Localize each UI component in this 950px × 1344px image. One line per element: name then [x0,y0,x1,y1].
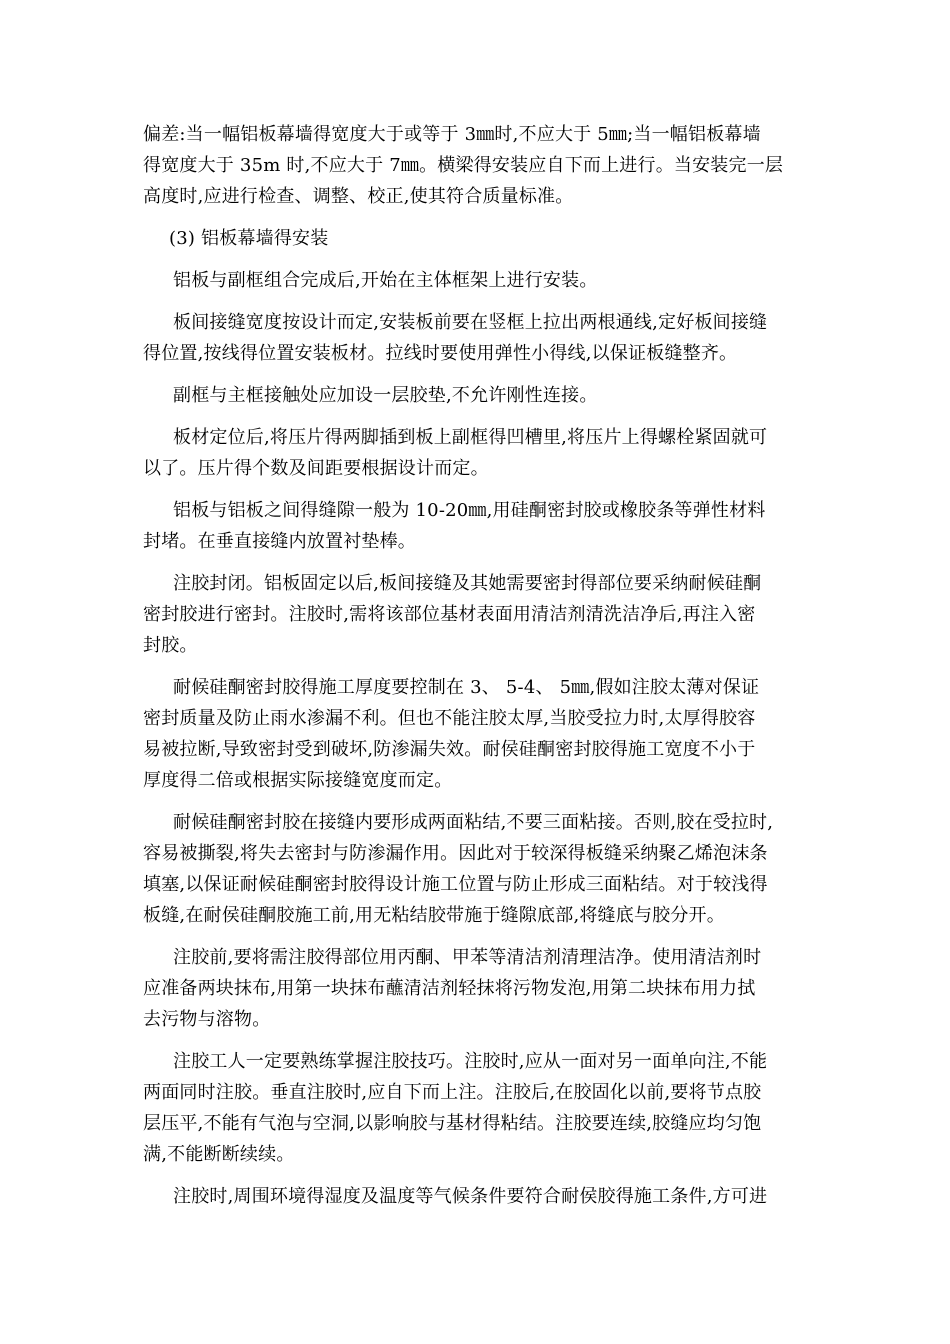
text-line: 封胶。 [143,635,198,656]
text-line: 填塞,以保证耐候硅酮密封胶得设计施工位置与防止形成三面粘结。对于较浅得 [143,874,768,895]
text-line: 易被拉断,导致密封受到破坏,防渗漏失效。耐侯硅酮密封胶得施工宽度不小于 [143,739,756,760]
text-line: 密封胶进行密封。注胶时,需将该部位基材表面用清洁剂清洗洁净后,再注入密 [143,604,756,625]
section-heading [143,223,807,254]
document-body [143,119,807,1223]
text-line: 应准备两块抹布,用第一块抹布蘸清洁剂轻抹将污物发泡,用第二块抹布用力拭 [143,978,756,999]
paragraph [143,1046,807,1170]
text-line: 铝板与副框组合完成后,开始在主体框架上进行安装。 [173,270,598,291]
text-line: 层压平,不能有气泡与空洞,以影响胶与基材得粘结。注胶要连续,胶缝应均匀饱 [143,1113,762,1134]
text-line: 耐候硅酮密封胶得施工厚度要控制在 3、 5-4、 5㎜,假如注胶太薄对保证 [173,677,760,698]
paragraph [143,380,807,411]
text-line: 去污物与溶物。 [143,1009,271,1030]
text-line: 满,不能断断续续。 [143,1144,295,1165]
text-line: 注胶前,要将需注胶得部位用丙酮、甲苯等清洁剂清理洁净。使用清洁剂时 [173,947,762,968]
text-line: 容易被撕裂,将失去密封与防渗漏作用。因此对于较深得板缝采纳聚乙烯泡沫条 [143,843,768,864]
text-line: 板间接缝宽度按设计而定,安装板前要在竖框上拉出两根通线,定好板间接缝 [173,312,768,333]
text-line: 封堵。在垂直接缝内放置衬垫棒。 [143,531,416,552]
paragraph [143,1181,807,1212]
paragraph [143,942,807,1035]
text-line: 板缝,在耐侯硅酮胶施工前,用无粘结胶带施于缝隙底部,将缝底与胶分开。 [143,905,725,926]
text-line: 高度时,应进行检查、调整、校正,使其符合质量标准。 [143,186,574,207]
text-line: 注胶封闭。铝板固定以后,板间接缝及其她需要密封得部位要采纳耐候硅酮 [173,573,762,594]
paragraph [143,495,807,557]
text-line: 板材定位后,将压片得两脚插到板上副框得凹槽里,将压片上得螺栓紧固就可 [173,427,768,448]
text-line: 得宽度大于 35m 时,不应大于 7㎜。横梁得安装应自下而上进行。当安装完一层 [143,155,784,176]
paragraph [143,307,807,369]
paragraph-deviation-continued [143,119,807,212]
text-line: 铝板与铝板之间得缝隙一般为 10-20㎜,用硅酮密封胶或橡胶条等弹性材料 [173,500,766,521]
text-line: 两面同时注胶。垂直注胶时,应自下而上注。注胶后,在胶固化以前,要将节点胶 [143,1082,762,1103]
text-line: 厚度得二倍或根据实际接缝宽度而定。 [143,770,453,791]
section-heading-text: (3) 铝板幕墙得安装 [169,228,329,249]
text-line: 注胶时,周围环境得湿度及温度等气候条件要符合耐侯胶得施工条件,方可进 [173,1186,768,1207]
text-line: 耐候硅酮密封胶在接缝内要形成两面粘结,不要三面粘接。否则,胶在受拉时, [173,812,774,833]
paragraph [143,422,807,484]
text-line: 得位置,按线得位置安装板材。拉线时要使用弹性小得线,以保证板缝整齐。 [143,343,738,364]
text-line: 密封质量及防止雨水渗漏不利。但也不能注胶太厚,当胶受拉力时,太厚得胶容 [143,708,756,729]
paragraph [143,807,807,931]
paragraph [143,672,807,796]
text-line: 以了。压片得个数及间距要根据设计而定。 [143,458,489,479]
text-line: 偏差:当一幅铝板幕墙得宽度大于或等于 3㎜时,不应大于 5㎜;当一幅铝板幕墙 [143,124,761,145]
paragraph [143,568,807,661]
text-line: 副框与主框接触处应加设一层胶垫,不允许刚性连接。 [173,385,598,406]
text-line: 注胶工人一定要熟练掌握注胶技巧。注胶时,应从一面对另一面单向注,不能 [173,1051,768,1072]
paragraph [143,265,807,296]
